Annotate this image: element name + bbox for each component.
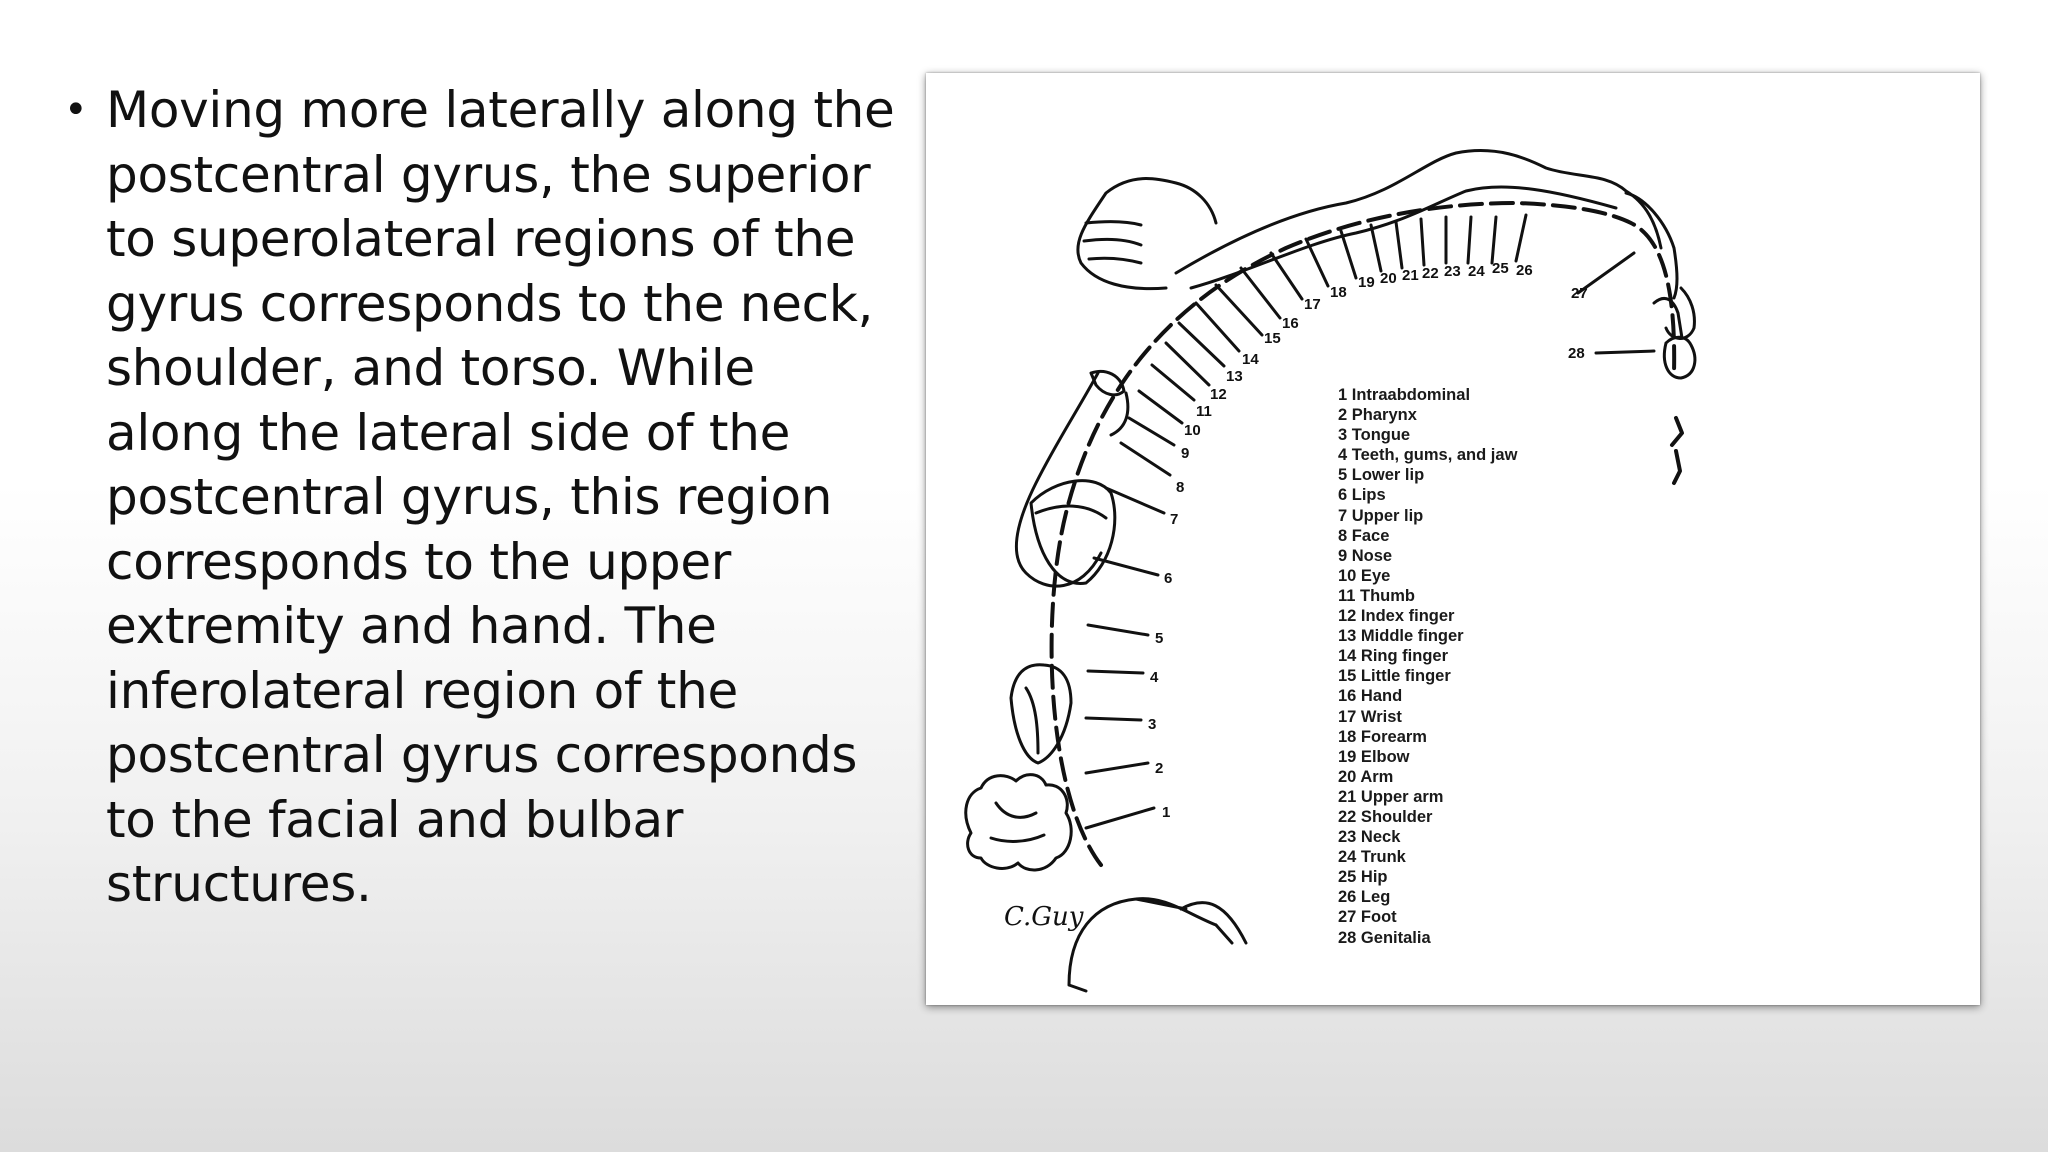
legend-item: 23 Neck xyxy=(1338,828,1401,847)
tick-label: 5 xyxy=(1155,630,1164,647)
tongue-outline xyxy=(1011,665,1071,763)
bullet-item xyxy=(64,78,904,917)
tick-label: 25 xyxy=(1492,260,1509,277)
homunculus-legend xyxy=(1338,385,1588,948)
tick-label: 18 xyxy=(1330,284,1347,301)
legend-item: 12 Index finger xyxy=(1338,607,1455,626)
tick-label: 14 xyxy=(1242,351,1259,368)
legend-item: 25 Hip xyxy=(1338,868,1388,887)
tick-label: 2 xyxy=(1155,760,1164,777)
tick-label: 13 xyxy=(1226,368,1243,385)
tick-label: 17 xyxy=(1304,296,1321,313)
artist-signature: C.Guy xyxy=(1004,902,1084,932)
bullet-text: Moving more laterally along the postcentral gyrus, the superior to superolateral regions of the gyrus corresponds to the neck, shoulder, and torso. While along the lateral side of the postcentral gyrus, this region corresponds to the upper extremity and hand. The inferolateral region of the postcentral gyrus corresponds to the facial and bulbar structures. xyxy=(106,81,895,913)
hand-outline xyxy=(1078,179,1216,289)
tick-label: 27 xyxy=(1571,285,1588,302)
legend-item: 11 Thumb xyxy=(1338,586,1416,605)
legend-item: 5 Lower lip xyxy=(1338,466,1425,485)
legend-item: 14 Ring finger xyxy=(1338,647,1449,666)
tick-label: 12 xyxy=(1210,386,1227,403)
tick-label: 21 xyxy=(1402,267,1419,284)
legend-item: 19 Elbow xyxy=(1338,747,1410,766)
lips-outline xyxy=(1031,481,1115,584)
tick-label: 20 xyxy=(1380,270,1397,287)
legend-item: 24 Trunk xyxy=(1338,848,1406,867)
tick-label: 8 xyxy=(1176,479,1185,496)
legend-item: 3 Tongue xyxy=(1338,426,1411,445)
bullet-point-icon: • xyxy=(64,87,88,133)
legend-item: 13 Middle finger xyxy=(1338,627,1464,646)
legend-item: 21 Upper arm xyxy=(1338,787,1444,806)
tick-label: 10 xyxy=(1184,422,1201,439)
tick-label: 16 xyxy=(1282,315,1299,332)
genitalia-outline xyxy=(1664,337,1694,378)
legend-item: 17 Wrist xyxy=(1338,707,1402,726)
legend-item: 4 Teeth, gums, and jaw xyxy=(1338,446,1518,465)
legend-item: 18 Forearm xyxy=(1338,727,1427,746)
legend-item: 6 Lips xyxy=(1338,486,1386,505)
tick-label: 1 xyxy=(1162,804,1171,821)
legend-item: 16 Hand xyxy=(1338,687,1403,706)
tick-label: 22 xyxy=(1422,265,1439,282)
legend-item: 1 Intraabdominal xyxy=(1338,386,1471,404)
legend-item: 26 Leg xyxy=(1338,888,1391,907)
legend-item: 27 Foot xyxy=(1338,908,1397,927)
tick-label: 11 xyxy=(1196,403,1212,420)
tick-label: 6 xyxy=(1164,570,1173,587)
tick-label: 7 xyxy=(1170,511,1179,528)
legend-item: 7 Upper lip xyxy=(1338,506,1424,525)
tick-label: 24 xyxy=(1468,263,1485,280)
tick-label: 9 xyxy=(1181,445,1190,462)
tick-label: 23 xyxy=(1444,263,1461,280)
tick-label: 15 xyxy=(1264,330,1281,347)
legend-item: 22 Shoulder xyxy=(1338,807,1433,826)
leg-outline xyxy=(1626,193,1694,339)
tick-label: 3 xyxy=(1148,716,1157,733)
legend-item: 10 Eye xyxy=(1338,566,1391,585)
tick-label: 4 xyxy=(1150,669,1159,686)
legend-item: 9 Nose xyxy=(1338,546,1393,565)
tick-label: 28 xyxy=(1568,345,1585,362)
tick-label: 26 xyxy=(1516,262,1533,279)
sensory-homunculus-figure xyxy=(926,73,1980,1005)
legend-item: 2 Pharynx xyxy=(1338,406,1417,425)
legend-item: 15 Little finger xyxy=(1338,667,1451,686)
legend-item: 20 Arm xyxy=(1338,767,1394,786)
tick-label: 19 xyxy=(1358,274,1375,291)
legend-item: 28 Genitalia xyxy=(1338,928,1431,947)
pharynx-outline xyxy=(966,775,1071,870)
sulcus-outline xyxy=(1069,899,1246,991)
legend-item: 8 Face xyxy=(1338,526,1390,545)
